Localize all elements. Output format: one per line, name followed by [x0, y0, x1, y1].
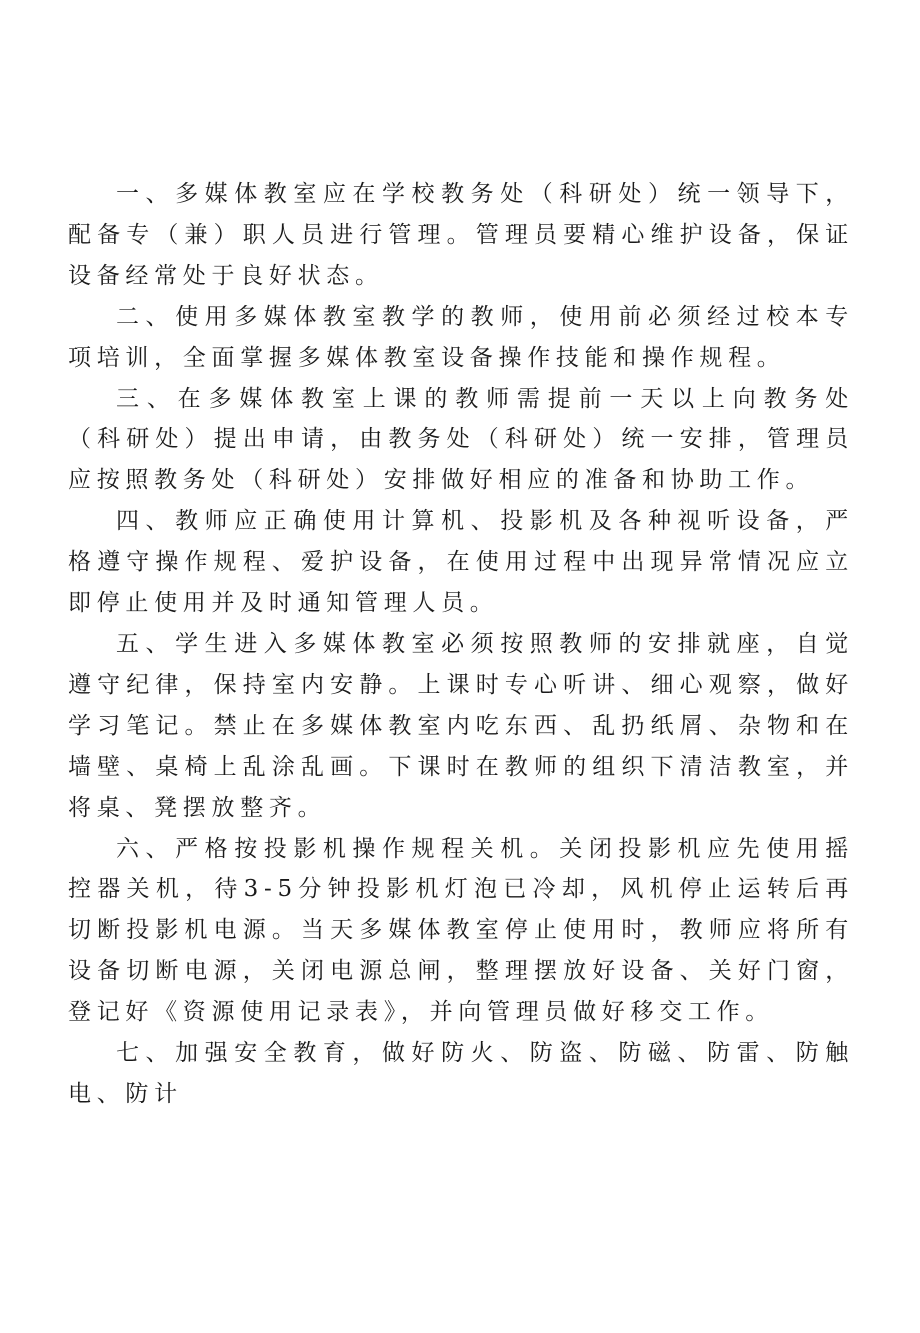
paragraph-rule-1: 一、多媒体教室应在学校教务处（科研处）统一领导下，配备专（兼）职人员进行管理。管理员要精心维护设备，保证设备经常处于良好状态。	[68, 181, 854, 289]
paragraph-rule-4: 四、教师应正确使用计算机、投影机及各种视听设备，严格遵守操作规程、爱护设备，在使用过程中出现异常情况应立即停止使用并及时通知管理人员。	[68, 508, 854, 617]
paragraph-rule-3: 三、在多媒体教室上课的教师需提前一天以上向教务处（科研处）提出申请，由教务处（科研处）统一安排，管理员应按照教务处（科研处）安排做好相应的准备和协助工作。	[68, 385, 854, 494]
paragraph-rule-6: 六、严格按投影机操作规程关机。关闭投影机应先使用摇控器关机，待3-5分钟投影机灯泡已冷却，风机停止运转后再切断投影机电源。当天多媒体教室停止使用时，教师应将所有设备切断电源，关闭电源总闸，整理摆放好设备、关好门窗，登记好《资源使用记录表》，并向管理员做好移交工作。	[68, 835, 854, 1026]
paragraph-rule-7: 七、加强安全教育，做好防火、防盗、防磁、防雷、防触电、防计	[68, 1040, 854, 1107]
paragraph-rule-2: 二、使用多媒体教室教学的教师，使用前必须经过校本专项培训，全面掌握多媒体教室设备操作技能和操作规程。	[68, 303, 854, 371]
paragraph-rule-5: 五、学生进入多媒体教室必须按照教师的安排就座，自觉遵守纪律，保持室内安静。上课时专心听讲、细心观察，做好学习笔记。禁止在多媒体教室内吃东西、乱扔纸屑、杂物和在墙壁、桌椅上乱涂乱画。下课时在教师的组织下清洁教室，并将桌、凳摆放整齐。	[68, 630, 854, 821]
document-body	[68, 174, 854, 1115]
